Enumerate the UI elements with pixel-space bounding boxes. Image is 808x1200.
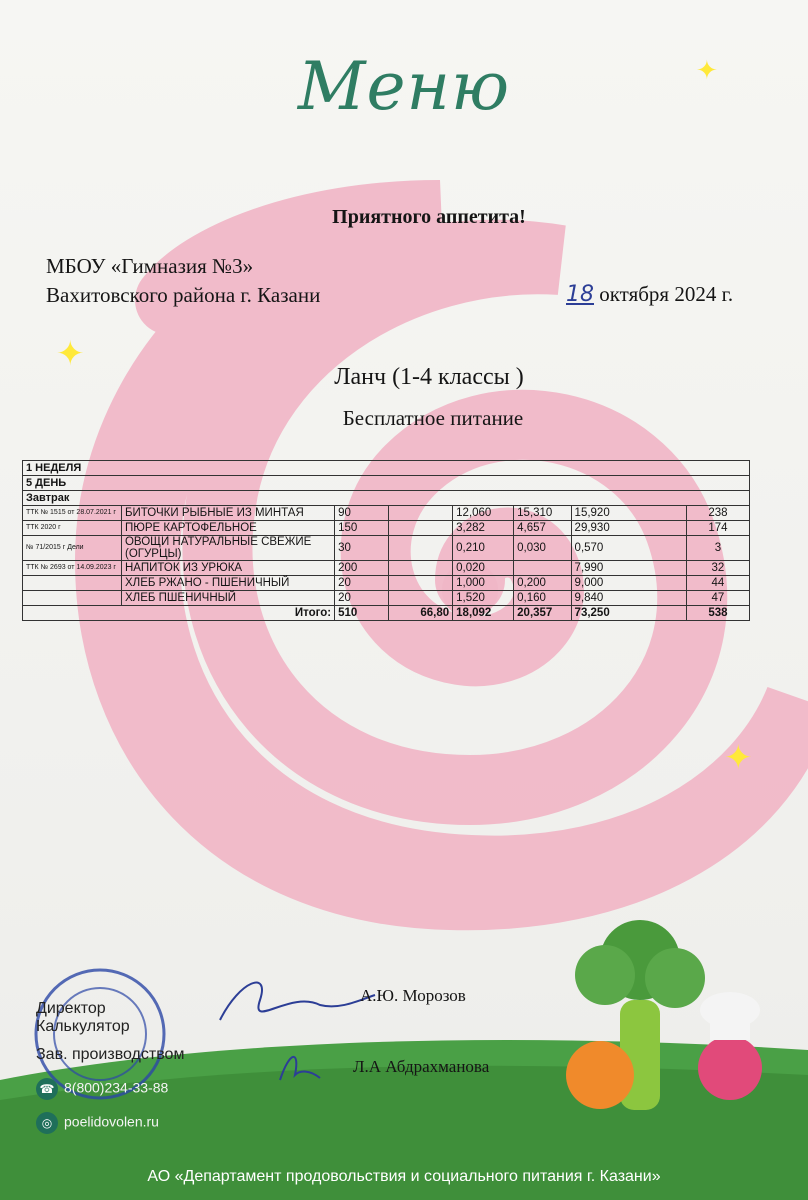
fat: 0,030 (514, 536, 571, 561)
recipe-code (23, 591, 122, 606)
mascot-vegetables-illustration (520, 900, 790, 1150)
protein: 12,060 (453, 506, 514, 521)
recipe-code: ТТК № 1515 от 28.07.2021 г (23, 506, 122, 521)
carbs: 0,570 (571, 536, 686, 561)
star-icon: ✦ (696, 56, 718, 85)
protein: 1,520 (453, 591, 514, 606)
total-calories: 538 (686, 606, 749, 621)
price (389, 506, 453, 521)
portion: 90 (335, 506, 389, 521)
carbs: 9,840 (571, 591, 686, 606)
dish-name: НАПИТОК ИЗ УРЮКА (121, 561, 334, 576)
portion: 200 (335, 561, 389, 576)
fat: 0,160 (514, 591, 571, 606)
phone-number: 8(800)234-33-88 (64, 1079, 169, 1096)
total-price: 66,80 (389, 606, 453, 621)
greeting: Приятного аппетита! (332, 206, 526, 228)
fat (514, 561, 571, 576)
menu-table (22, 460, 750, 621)
carbs: 15,920 (571, 506, 686, 521)
calories: 174 (686, 521, 749, 536)
portion: 150 (335, 521, 389, 536)
day-label: 5 ДЕНЬ (23, 476, 750, 491)
protein: 1,000 (453, 576, 514, 591)
section-label: Завтрак (23, 491, 750, 506)
carbs: 7,990 (571, 561, 686, 576)
calories: 44 (686, 576, 749, 591)
fat: 15,310 (514, 506, 571, 521)
phone-contact (36, 1078, 168, 1100)
star-icon: ✦ (724, 740, 753, 777)
date-month-year: октября 2024 г. (594, 282, 734, 306)
price (389, 521, 453, 536)
total-fat: 20,357 (514, 606, 571, 621)
production-manager-name: Л.А Абдрахманова (353, 1057, 490, 1076)
total-row (23, 606, 750, 621)
total-protein: 18,092 (453, 606, 514, 621)
carbs: 29,930 (571, 521, 686, 536)
recipe-code: ТТК 2020 г (23, 521, 122, 536)
protein: 0,020 (453, 561, 514, 576)
calories: 47 (686, 591, 749, 606)
school-district: Вахитовского района г. Казани (46, 283, 321, 307)
dish-name: БИТОЧКИ РЫБНЫЕ ИЗ МИНТАЯ (121, 506, 334, 521)
protein: 0,210 (453, 536, 514, 561)
portion: 20 (335, 591, 389, 606)
globe-icon: ◎ (36, 1112, 58, 1134)
table-row (23, 561, 750, 576)
signature-roles (36, 1000, 184, 1064)
price (389, 591, 453, 606)
dish-name: ПЮРЕ КАРТОФЕЛЬНОЕ (121, 521, 334, 536)
fat: 0,200 (514, 576, 571, 591)
carbs: 9,000 (571, 576, 686, 591)
date-day: 18 (566, 282, 594, 307)
table-row (23, 506, 750, 521)
fat: 4,657 (514, 521, 571, 536)
calories: 32 (686, 561, 749, 576)
dish-name: ХЛЕБ РЖАНО - ПШЕНИЧНЫЙ (121, 576, 334, 591)
role-director: Директор (36, 1000, 106, 1017)
table-row (23, 591, 750, 606)
dish-name: ОВОЩИ НАТУРАЛЬНЫЕ СВЕЖИЕ (ОГУРЦЫ) (121, 536, 334, 561)
table-row (23, 491, 750, 506)
menu-date (566, 282, 733, 307)
meal-heading: Ланч (1-4 классы ) (334, 364, 524, 390)
star-icon: ✦ (56, 336, 85, 373)
table-row (23, 576, 750, 591)
dish-name: ХЛЕБ ПШЕНИЧНЫЙ (121, 591, 334, 606)
director-name: А.Ю. Морозов (360, 986, 466, 1005)
phone-icon: ☎ (36, 1078, 58, 1100)
meal-type: Бесплатное питание (342, 406, 524, 430)
table-row (23, 536, 750, 561)
site-url: poelidovolen.ru (64, 1113, 159, 1130)
table-row (23, 476, 750, 491)
school-name: МБОУ «Гимназия №3» (46, 254, 254, 278)
table-row (23, 461, 750, 476)
table-row (23, 521, 750, 536)
price (389, 536, 453, 561)
page-title: Меню (297, 48, 511, 125)
portion: 20 (335, 576, 389, 591)
footer-text: АО «Департамент продовольствия и социального питания г. Казани» (147, 1168, 661, 1185)
role-calculator: Калькулятор (36, 1018, 130, 1035)
production-signature (270, 1040, 330, 1090)
calories: 238 (686, 506, 749, 521)
recipe-code: ТТК № 2693 от 14.09.2023 г (23, 561, 122, 576)
school-info (46, 252, 320, 310)
week-label: 1 НЕДЕЛЯ (23, 461, 750, 476)
director-signature (200, 960, 380, 1040)
total-label: Итого: (23, 606, 335, 621)
price (389, 561, 453, 576)
total-portion: 510 (335, 606, 389, 621)
total-carbs: 73,250 (571, 606, 686, 621)
portion: 30 (335, 536, 389, 561)
protein: 3,282 (453, 521, 514, 536)
calories: 3 (686, 536, 749, 561)
role-production: Зав. производством (36, 1046, 185, 1063)
price (389, 576, 453, 591)
recipe-code (23, 576, 122, 591)
recipe-code: № 71/2015 г Дели (23, 536, 122, 561)
site-contact (36, 1112, 159, 1134)
